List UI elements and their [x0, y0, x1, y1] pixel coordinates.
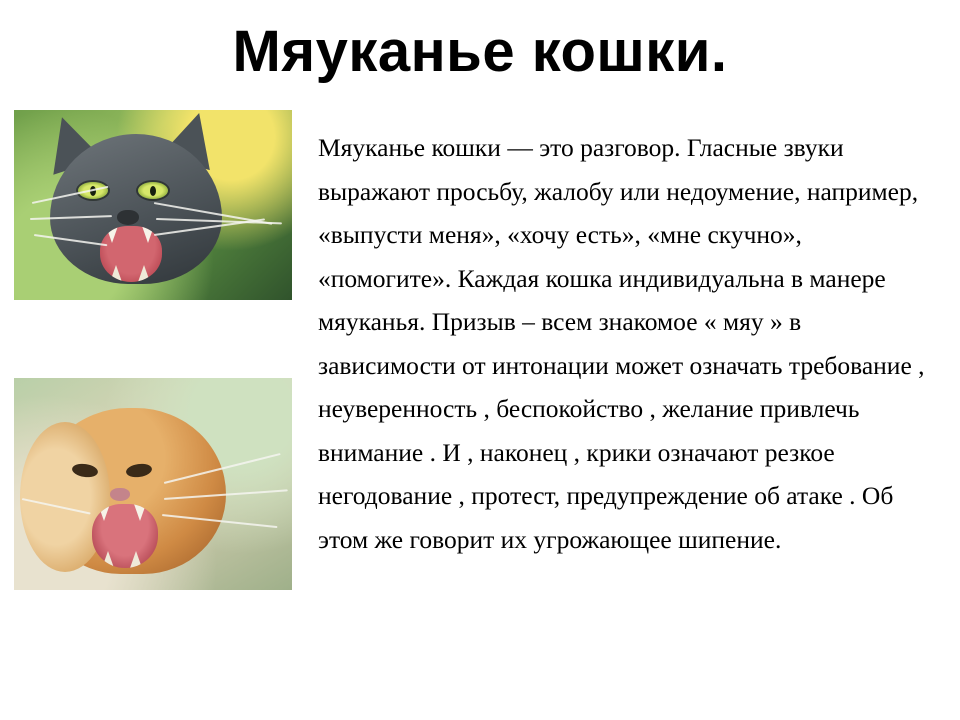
- photo-grey-cat-hissing: [14, 110, 292, 300]
- cat-pupil-right: [150, 186, 156, 196]
- cat-fang-upper-right: [134, 504, 146, 521]
- cat-nose: [110, 488, 130, 501]
- page-title: Мяуканье кошки.: [232, 19, 728, 84]
- cat-nose: [117, 210, 139, 225]
- cat-open-mouth: [100, 226, 162, 282]
- cat-fang-lower-right: [130, 551, 142, 568]
- body-paragraph: Мяуканье кошки — это разговор. Гласные звуки выражают просьбу, жалобу или недоумение, например, «выпусти меня», «хочу есть», «мне скучно», «помогите». Каждая кошка индивидуальна в манере мяуканья. Призыв – всем знакомое « мяу » в зависимости от интонации может означать требование , неуверенность , беспокойство , желание привлечь внимание . И , наконец , крики означают резкое негодование , протест, предупреждение об атаке . Об этом же говорит их угрожающее шипение.: [318, 133, 925, 554]
- cat-open-mouth: [92, 504, 158, 568]
- cat-fang-upper-left: [106, 226, 118, 243]
- photo-ginger-cat-hissing: [14, 378, 292, 590]
- cat-fang-lower-right: [138, 265, 150, 282]
- cat-eye-right: [138, 182, 168, 199]
- cat-fang-lower-left: [102, 551, 114, 568]
- cat-fang-upper-right: [142, 226, 154, 243]
- cat-fang-lower-left: [110, 265, 122, 282]
- cat-fang-upper-left: [98, 504, 110, 521]
